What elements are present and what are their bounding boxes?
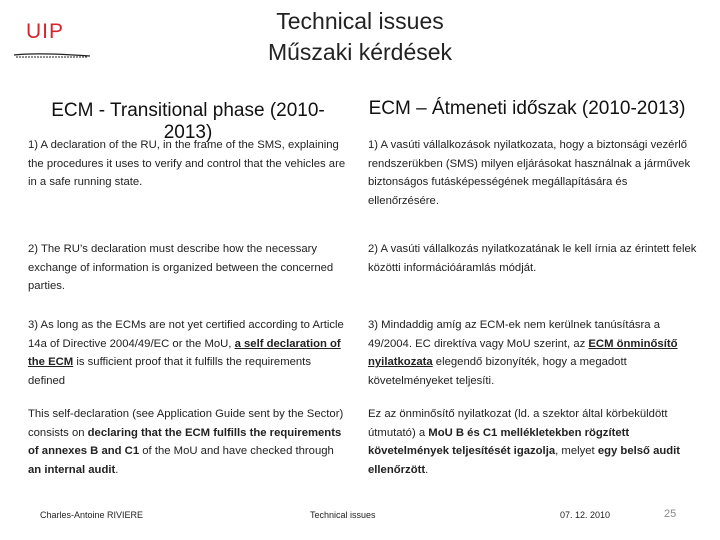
left-p4-text-a: This self-declaration (see Application Guide sent by the Sector) consists on <box>28 408 344 439</box>
right-p4-text-a: Ez az önminősítő nyilatkozat (ld. a szektor által körbeküldött útmutató) a <box>368 408 668 439</box>
left-paragraph-3 <box>28 316 346 390</box>
page-number: 25 <box>664 508 677 520</box>
left-p4-text-e: . <box>115 463 119 476</box>
title-line-hu: Műszaki kérdések <box>267 39 453 65</box>
right-column-heading: ECM – Átmeneti időszak (2010-2013) <box>368 98 686 119</box>
title-line-en: Technical issues <box>276 8 444 34</box>
right-p3-emphasis: ECM önminősítő nyilatkozata <box>368 337 678 369</box>
footer-date: 07. 12. 2010 <box>560 510 611 520</box>
left-p4-text-c: of the MoU and have checked through <box>139 445 334 458</box>
left-p4-emphasis-2: an internal audit <box>28 463 116 476</box>
right-paragraph-2: 2) A vasúti vállalkozás nyilatkozatának le kell írnia az érintett felek közötti információáramlás módját. <box>368 243 697 274</box>
footer-author: Charles-Antoine RIVIERE <box>40 510 144 520</box>
left-p3-text-a: 3) As long as the ECMs are not yet certified according to Article 14a of Directive 2004/49/EC or the MoU, <box>28 319 344 350</box>
right-p4-emphasis-2: egy belső audit ellenőrzött <box>368 445 681 476</box>
right-paragraph-3 <box>368 316 698 390</box>
left-p4-emphasis-1: declaring that the ECM fulfills the requirements of annexes B and C1 <box>28 426 342 458</box>
right-paragraph-1: 1) A vasúti vállalkozások nyilatkozata, hogy a biztonsági vezérlő rendszerükben (SMS) milyen eljárásokat használnak a járművek biztonságos futásképességének megállapítására és ellenőrzésére. <box>368 139 691 207</box>
page-title <box>0 6 720 68</box>
right-p4-text-e: . <box>425 463 429 476</box>
left-paragraph-4 <box>28 405 346 479</box>
left-p3-emphasis: a self declaration of the ECM <box>28 337 341 369</box>
left-paragraph-2: 2) The RU’s declaration must describe how the necessary exchange of information is organized between the concerned parties. <box>28 243 334 293</box>
left-paragraph-1: 1) A declaration of the RU, in the frame of the SMS, explaining the procedures it uses to verify and control that the vehicles are in a safe running state. <box>28 139 346 189</box>
right-paragraph-4 <box>368 405 698 479</box>
right-p3-text-a: 3) Mindaddig amíg az ECM-ek nem kerülnek tanúsításra a 49/2004. EC direktíva vagy MoU szerint, az <box>368 319 660 350</box>
left-column-heading: ECM - Transitional phase (2010-2013) <box>51 100 325 143</box>
right-p4-emphasis-1: MoU B és C1 mellékletekben rögzített követelmények teljesítését igazolja <box>368 426 630 458</box>
right-p3-text-c: elegendő bizonyíték, hogy a megadott követelményeket teljesíti. <box>368 356 627 387</box>
logo-text: UIP <box>26 20 65 43</box>
footer-title: Technical issues <box>310 510 376 520</box>
right-p4-text-c: , melyet <box>555 445 598 458</box>
left-p3-text-c: is sufficient proof that it fulfills the requirements defined <box>28 356 311 387</box>
